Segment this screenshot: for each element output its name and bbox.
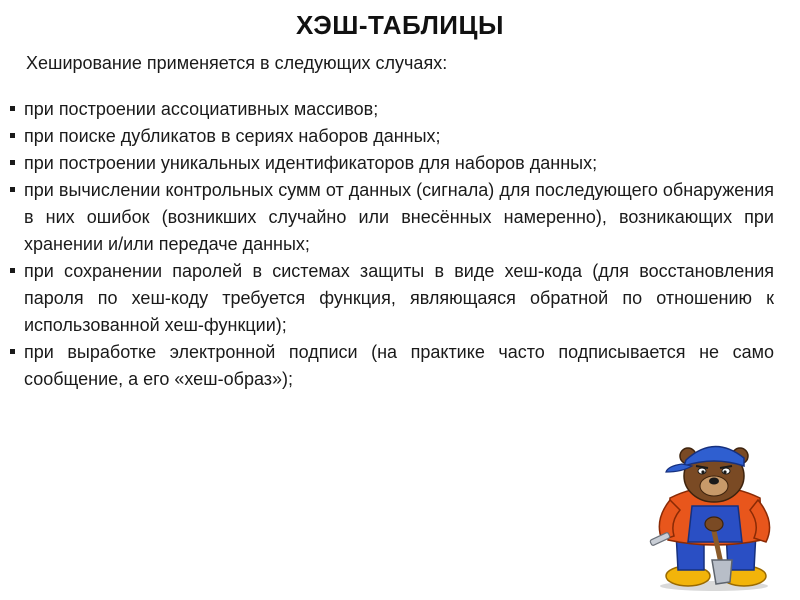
bullet-list <box>10 96 774 393</box>
bear-worker-with-shovel-icon <box>648 436 780 592</box>
list-item-text: при поиске дубликатов в сериях наборов данных; <box>24 126 441 146</box>
list-item-text: при построении ассоциативных массивов; <box>24 99 379 119</box>
list-item <box>10 339 774 393</box>
intro-text: Хеширование применяется в следующих случаях: <box>26 53 448 73</box>
list-item <box>10 150 774 177</box>
list-item <box>10 96 774 123</box>
slide-title: ХЭШ-ТАБЛИЦЫ <box>296 10 504 40</box>
bullet-marker-icon <box>10 187 15 192</box>
list-item-text: при выработке электронной подписи (на практике часто подписывается не само сообщение, а его «хеш-образ»); <box>24 342 774 389</box>
bullet-marker-icon <box>10 349 15 354</box>
list-item <box>10 258 774 339</box>
list-item <box>10 123 774 150</box>
bullet-marker-icon <box>10 106 15 111</box>
bullet-marker-icon <box>10 133 15 138</box>
list-item <box>10 177 774 258</box>
bullet-marker-icon <box>10 160 15 165</box>
bullet-marker-icon <box>10 268 15 273</box>
list-item-text: при сохранении паролей в системах защиты в виде хеш-кода (для восстановления пароля по хеш-коду требуется функция, являющаяся обратной по отношению к использованной хеш-функции); <box>24 261 774 335</box>
list-item-text: при построении уникальных идентификаторов для наборов данных; <box>24 153 598 173</box>
list-item-text: при вычислении контрольных сумм от данных (сигнала) для последующего обнаружения в них ошибок (возникших случайно или внесённых намеренно), возникающих при хранении и/или передаче данных; <box>24 180 774 254</box>
